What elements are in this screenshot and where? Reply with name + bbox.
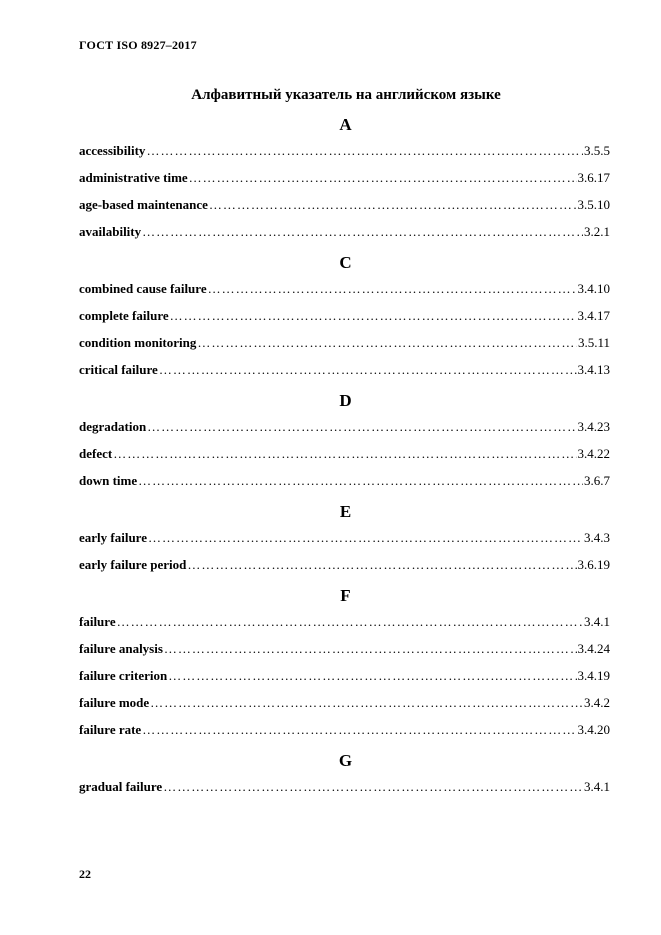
index-entry	[79, 635, 612, 662]
document-header: ГОСТ ISO 8927–2017	[79, 38, 197, 52]
index-term: gradual failure	[79, 779, 163, 794]
leader-dots	[117, 608, 583, 635]
index-entry	[79, 608, 612, 635]
index-term: administrative time	[79, 170, 188, 185]
index-entry	[79, 689, 612, 716]
index-entry	[79, 716, 612, 743]
leader-dots	[164, 635, 577, 662]
leader-dots	[197, 329, 577, 356]
leader-dots	[148, 524, 583, 551]
index-entry	[79, 413, 612, 440]
index-term: failure analysis	[79, 641, 163, 656]
index-section	[79, 113, 612, 245]
index-reference: 3.4.2	[584, 695, 610, 710]
index-section	[79, 749, 612, 800]
index-section	[79, 500, 612, 578]
leader-dots	[168, 662, 576, 689]
index-entry	[79, 551, 612, 578]
index-entry	[79, 275, 612, 302]
index-entry	[79, 218, 612, 245]
section-letter: C	[339, 253, 352, 272]
index-entry	[79, 524, 612, 551]
index-term: complete failure	[79, 308, 169, 323]
index-entry	[79, 662, 612, 689]
index-entry	[79, 302, 612, 329]
index-reference: 3.4.19	[577, 668, 610, 683]
alphabetical-index	[79, 113, 612, 806]
section-letter: E	[339, 502, 352, 521]
index-entry	[79, 137, 612, 164]
index-term: failure rate	[79, 722, 142, 737]
index-term: defect	[79, 446, 113, 461]
index-title: Алфавитный указатель на английском языке	[191, 87, 501, 103]
leader-dots	[147, 413, 576, 440]
leader-dots	[113, 440, 576, 467]
index-reference: 3.4.23	[577, 419, 610, 434]
page-number: 22	[79, 867, 91, 881]
index-reference: 3.5.10	[577, 197, 610, 212]
leader-dots	[146, 137, 583, 164]
index-term: availability	[79, 224, 142, 239]
index-entry	[79, 164, 612, 191]
index-entry	[79, 356, 612, 383]
index-term: age-based maintenance	[79, 197, 208, 212]
index-term: failure	[79, 614, 116, 629]
index-term: combined cause failure	[79, 281, 207, 296]
index-reference: 3.6.17	[577, 170, 610, 185]
index-reference: 3.5.11	[577, 335, 610, 350]
index-reference: 3.4.3	[584, 530, 610, 545]
index-reference: 3.4.1	[584, 779, 610, 794]
index-term: early failure	[79, 530, 147, 545]
index-term: condition monitoring	[79, 335, 197, 350]
leader-dots	[208, 275, 577, 302]
index-reference: 3.4.22	[577, 446, 610, 461]
index-reference: 3.6.7	[584, 473, 610, 488]
section-letter: D	[339, 391, 352, 410]
index-term: critical failure	[79, 362, 158, 377]
index-term: failure mode	[79, 695, 150, 710]
leader-dots	[209, 191, 577, 218]
index-term: degradation	[79, 419, 147, 434]
leader-dots	[170, 302, 577, 329]
index-term: failure criterion	[79, 668, 168, 683]
section-letter: F	[340, 586, 351, 605]
index-reference: 3.2.1	[584, 224, 610, 239]
index-reference: 3.4.24	[577, 641, 610, 656]
index-reference: 3.4.10	[577, 281, 610, 296]
leader-dots	[138, 467, 583, 494]
leader-dots	[142, 716, 576, 743]
leader-dots	[187, 551, 576, 578]
leader-dots	[142, 218, 583, 245]
section-letter: A	[339, 115, 352, 134]
index-reference: 3.6.19	[577, 557, 610, 572]
leader-dots	[189, 164, 577, 191]
index-reference: 3.5.5	[584, 143, 610, 158]
index-reference: 3.4.17	[577, 308, 610, 323]
leader-dots	[163, 773, 583, 800]
index-entry	[79, 773, 612, 800]
index-section	[79, 389, 612, 494]
index-term: down time	[79, 473, 138, 488]
index-entry	[79, 467, 612, 494]
index-section	[79, 251, 612, 383]
index-term: early failure period	[79, 557, 187, 572]
section-letter: G	[338, 751, 353, 770]
index-section	[79, 584, 612, 743]
index-entry	[79, 329, 612, 356]
index-term: accessibility	[79, 143, 146, 158]
index-reference: 3.4.1	[584, 614, 610, 629]
index-reference: 3.4.13	[577, 362, 610, 377]
leader-dots	[150, 689, 583, 716]
index-entry	[79, 440, 612, 467]
index-reference: 3.4.20	[577, 722, 610, 737]
leader-dots	[159, 356, 577, 383]
index-entry	[79, 191, 612, 218]
